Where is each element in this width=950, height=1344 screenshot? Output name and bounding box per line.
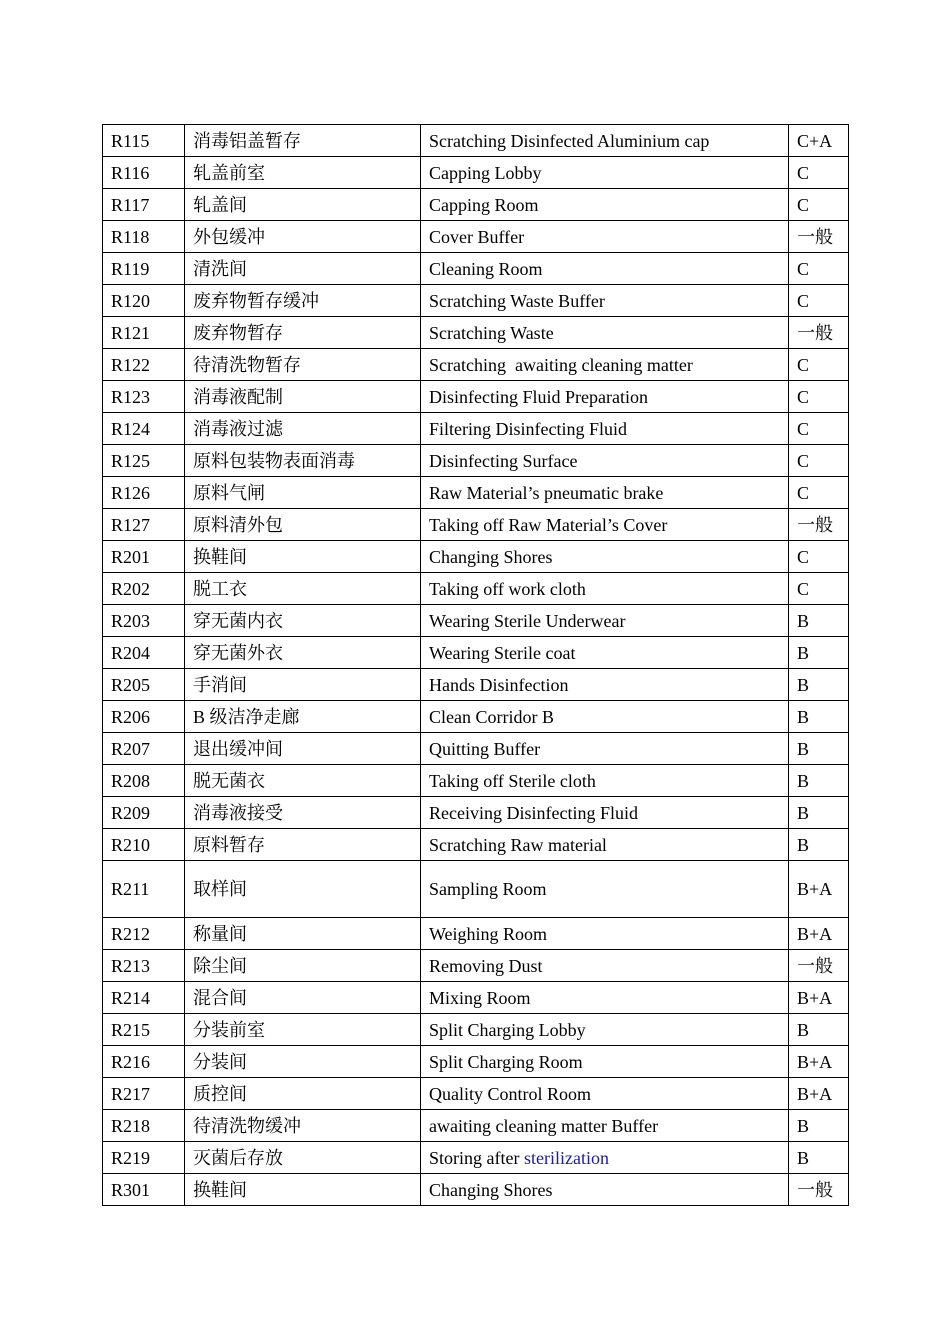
room-code: R213 xyxy=(103,950,185,982)
clean-grade: B xyxy=(789,669,849,701)
room-code: R205 xyxy=(103,669,185,701)
room-name-cn: 外包缓冲 xyxy=(185,221,421,253)
table-row xyxy=(103,509,849,541)
room-name-en: Taking off work cloth xyxy=(421,573,789,605)
clean-grade: 一般 xyxy=(789,950,849,982)
table-row xyxy=(103,605,849,637)
room-name-en: Disinfecting Surface xyxy=(421,445,789,477)
room-code: R121 xyxy=(103,317,185,349)
room-code: R204 xyxy=(103,637,185,669)
room-code: R217 xyxy=(103,1078,185,1110)
room-name-cn: 穿无菌内衣 xyxy=(185,605,421,637)
table-row xyxy=(103,445,849,477)
room-name-en: Capping Lobby xyxy=(421,157,789,189)
room-name-cn: 退出缓冲间 xyxy=(185,733,421,765)
room-name-cn: 手消间 xyxy=(185,669,421,701)
clean-grade: C xyxy=(789,541,849,573)
clean-grade: B xyxy=(789,733,849,765)
table-row xyxy=(103,125,849,157)
room-code: R203 xyxy=(103,605,185,637)
room-name-en: Wearing Sterile Underwear xyxy=(421,605,789,637)
room-name-cn: 脱无菌衣 xyxy=(185,765,421,797)
room-name-cn: 消毒液过滤 xyxy=(185,413,421,445)
table-row xyxy=(103,1142,849,1174)
room-name-en: Filtering Disinfecting Fluid xyxy=(421,413,789,445)
table-row xyxy=(103,950,849,982)
room-name-en-prefix: Storing after xyxy=(429,1147,524,1168)
room-code: R120 xyxy=(103,285,185,317)
room-name-en: Scratching Disinfected Aluminium cap xyxy=(421,125,789,157)
room-code: R119 xyxy=(103,253,185,285)
room-code: R116 xyxy=(103,157,185,189)
clean-grade: B xyxy=(789,701,849,733)
table-row xyxy=(103,829,849,861)
room-code: R201 xyxy=(103,541,185,573)
room-name-cn: 混合间 xyxy=(185,982,421,1014)
clean-grade: B xyxy=(789,605,849,637)
clean-grade: C xyxy=(789,445,849,477)
room-name-en: Weighing Room xyxy=(421,918,789,950)
clean-grade: B xyxy=(789,765,849,797)
room-name-en: Disinfecting Fluid Preparation xyxy=(421,381,789,413)
room-name-en: Taking off Sterile cloth xyxy=(421,765,789,797)
room-name-en xyxy=(421,1142,789,1174)
table-row xyxy=(103,1174,849,1206)
table-row xyxy=(103,541,849,573)
table-row xyxy=(103,1078,849,1110)
room-code: R209 xyxy=(103,797,185,829)
clean-grade: B+A xyxy=(789,918,849,950)
clean-grade: C xyxy=(789,381,849,413)
room-name-en: Scratching Waste xyxy=(421,317,789,349)
room-code: R211 xyxy=(103,861,185,918)
room-name-cn: 消毒铝盖暂存 xyxy=(185,125,421,157)
room-name-cn: 废弃物暂存 xyxy=(185,317,421,349)
table-row xyxy=(103,701,849,733)
room-code: R127 xyxy=(103,509,185,541)
clean-grade: B xyxy=(789,829,849,861)
table-row xyxy=(103,253,849,285)
table-row xyxy=(103,669,849,701)
room-name-en: Quality Control Room xyxy=(421,1078,789,1110)
clean-grade: C xyxy=(789,349,849,381)
clean-grade: B xyxy=(789,637,849,669)
room-code: R214 xyxy=(103,982,185,1014)
room-name-cn: 脱工衣 xyxy=(185,573,421,605)
room-name-en: Split Charging Room xyxy=(421,1046,789,1078)
room-name-en: Changing Shores xyxy=(421,1174,789,1206)
room-code: R210 xyxy=(103,829,185,861)
room-name-en: Sampling Room xyxy=(421,861,789,918)
table-row xyxy=(103,413,849,445)
room-name-en: Cover Buffer xyxy=(421,221,789,253)
clean-grade: 一般 xyxy=(789,317,849,349)
room-name-en: awaiting cleaning matter Buffer xyxy=(421,1110,789,1142)
room-name-en: Raw Material’s pneumatic brake xyxy=(421,477,789,509)
room-name-cn: B 级洁净走廊 xyxy=(185,701,421,733)
room-code: R215 xyxy=(103,1014,185,1046)
room-name-en: Mixing Room xyxy=(421,982,789,1014)
room-name-cn: 消毒液接受 xyxy=(185,797,421,829)
table-row xyxy=(103,573,849,605)
clean-grade: C xyxy=(789,573,849,605)
room-code: R301 xyxy=(103,1174,185,1206)
clean-grade: B xyxy=(789,1014,849,1046)
table-row xyxy=(103,1014,849,1046)
clean-grade: C xyxy=(789,189,849,221)
room-code: R216 xyxy=(103,1046,185,1078)
room-name-cn: 分装间 xyxy=(185,1046,421,1078)
room-name-cn: 原料包装物表面消毒 xyxy=(185,445,421,477)
table-row xyxy=(103,733,849,765)
clean-grade: 一般 xyxy=(789,221,849,253)
clean-grade: B xyxy=(789,797,849,829)
table-row xyxy=(103,349,849,381)
room-name-cn: 待清洗物暂存 xyxy=(185,349,421,381)
table-row xyxy=(103,381,849,413)
room-name-cn: 原料清外包 xyxy=(185,509,421,541)
room-code: R124 xyxy=(103,413,185,445)
table-row xyxy=(103,982,849,1014)
room-name-cn: 原料气闸 xyxy=(185,477,421,509)
room-code: R122 xyxy=(103,349,185,381)
room-name-cn: 换鞋间 xyxy=(185,541,421,573)
table-row xyxy=(103,918,849,950)
clean-grade: B+A xyxy=(789,982,849,1014)
room-code: R115 xyxy=(103,125,185,157)
room-name-cn: 轧盖前室 xyxy=(185,157,421,189)
clean-grade: B+A xyxy=(789,1078,849,1110)
room-code: R212 xyxy=(103,918,185,950)
room-code: R123 xyxy=(103,381,185,413)
table-row xyxy=(103,861,849,918)
room-name-en: Wearing Sterile coat xyxy=(421,637,789,669)
room-name-en: Hands Disinfection xyxy=(421,669,789,701)
clean-grade: B+A xyxy=(789,1046,849,1078)
room-classification-table xyxy=(102,124,849,1206)
room-name-cn: 穿无菌外衣 xyxy=(185,637,421,669)
room-name-cn: 原料暂存 xyxy=(185,829,421,861)
clean-grade: C xyxy=(789,157,849,189)
room-name-en: Scratching Waste Buffer xyxy=(421,285,789,317)
table-row xyxy=(103,1046,849,1078)
table-row xyxy=(103,221,849,253)
table-row xyxy=(103,157,849,189)
room-name-cn: 取样间 xyxy=(185,861,421,918)
room-name-cn: 消毒液配制 xyxy=(185,381,421,413)
clean-grade: C+A xyxy=(789,125,849,157)
table-row xyxy=(103,317,849,349)
room-name-cn: 质控间 xyxy=(185,1078,421,1110)
room-code: R202 xyxy=(103,573,185,605)
room-name-cn: 待清洗物缓冲 xyxy=(185,1110,421,1142)
room-name-cn: 换鞋间 xyxy=(185,1174,421,1206)
room-name-cn: 分装前室 xyxy=(185,1014,421,1046)
clean-grade: C xyxy=(789,413,849,445)
sterilization-link[interactable]: sterilization xyxy=(523,1147,609,1168)
room-name-en: Changing Shores xyxy=(421,541,789,573)
room-name-cn: 轧盖间 xyxy=(185,189,421,221)
clean-grade: 一般 xyxy=(789,1174,849,1206)
room-code: R126 xyxy=(103,477,185,509)
room-name-en: Receiving Disinfecting Fluid xyxy=(421,797,789,829)
room-name-en: Removing Dust xyxy=(421,950,789,982)
room-name-en: Clean Corridor B xyxy=(421,701,789,733)
room-name-en: Scratching Raw material xyxy=(421,829,789,861)
room-name-cn: 称量间 xyxy=(185,918,421,950)
room-name-en: Capping Room xyxy=(421,189,789,221)
room-name-en: Scratching awaiting cleaning matter xyxy=(421,349,789,381)
table-row xyxy=(103,765,849,797)
room-code: R207 xyxy=(103,733,185,765)
room-name-cn: 清洗间 xyxy=(185,253,421,285)
room-code: R117 xyxy=(103,189,185,221)
table-row xyxy=(103,637,849,669)
table-row xyxy=(103,189,849,221)
clean-grade: C xyxy=(789,477,849,509)
clean-grade: B+A xyxy=(789,861,849,918)
room-name-cn: 灭菌后存放 xyxy=(185,1142,421,1174)
table-row xyxy=(103,285,849,317)
room-name-en: Cleaning Room xyxy=(421,253,789,285)
clean-grade: C xyxy=(789,285,849,317)
clean-grade: 一般 xyxy=(789,509,849,541)
room-code: R208 xyxy=(103,765,185,797)
table-row xyxy=(103,797,849,829)
room-code: R118 xyxy=(103,221,185,253)
room-name-cn: 除尘间 xyxy=(185,950,421,982)
room-code: R218 xyxy=(103,1110,185,1142)
room-name-cn: 废弃物暂存缓冲 xyxy=(185,285,421,317)
room-code: R219 xyxy=(103,1142,185,1174)
clean-grade: C xyxy=(789,253,849,285)
room-name-en: Split Charging Lobby xyxy=(421,1014,789,1046)
room-name-en: Quitting Buffer xyxy=(421,733,789,765)
table-row xyxy=(103,477,849,509)
room-code: R206 xyxy=(103,701,185,733)
room-code: R125 xyxy=(103,445,185,477)
table-row xyxy=(103,1110,849,1142)
room-name-en: Taking off Raw Material’s Cover xyxy=(421,509,789,541)
clean-grade: B xyxy=(789,1110,849,1142)
clean-grade: B xyxy=(789,1142,849,1174)
